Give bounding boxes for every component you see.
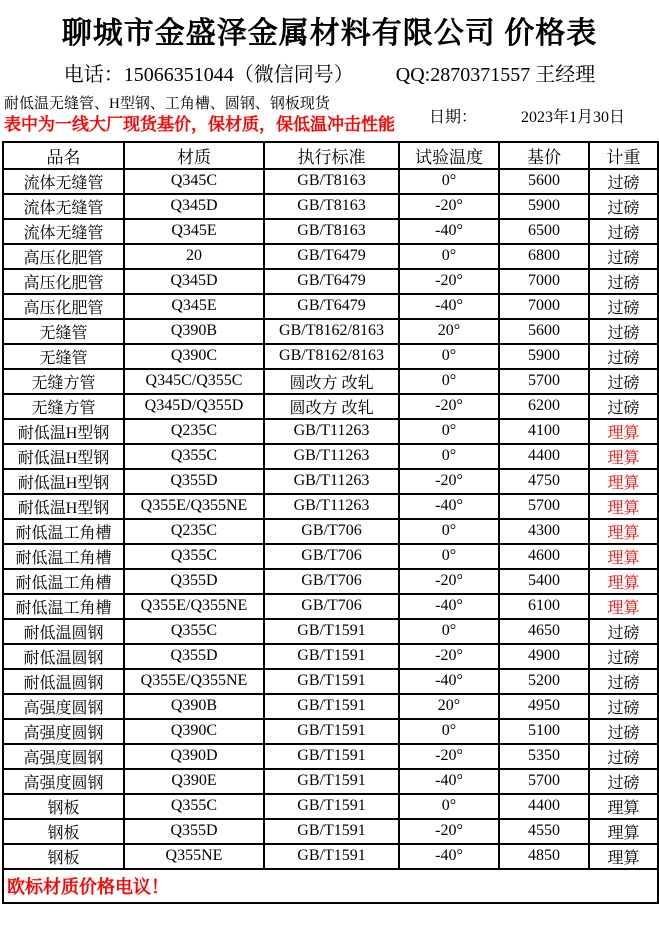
cell-test-temperature: 0° [399, 244, 499, 269]
cell-test-temperature: -20° [399, 394, 499, 419]
cell-material: Q390D [124, 744, 264, 769]
cell-base-price: 6200 [499, 394, 589, 419]
cell-weighing: 过磅 [589, 644, 658, 669]
cell-product-name: 钢板 [3, 819, 124, 844]
cell-standard: GB/T6479 [264, 244, 399, 269]
cell-product-name: 耐低温工角槽 [3, 544, 124, 569]
col-header-product-name: 品名 [3, 142, 124, 169]
cell-material: Q390B [124, 319, 264, 344]
table-row [3, 244, 658, 269]
cell-standard: GB/T1591 [264, 694, 399, 719]
cell-material: Q355D [124, 569, 264, 594]
date-value: 2023年1月30日 [520, 108, 625, 126]
cell-standard: GB/T11263 [264, 494, 399, 519]
table-row [3, 594, 658, 619]
cell-weighing: 理算 [589, 794, 658, 819]
cell-product-name: 高强度圆钢 [3, 769, 124, 794]
cell-test-temperature: -20° [399, 469, 499, 494]
cell-test-temperature: 0° [399, 519, 499, 544]
table-row [3, 669, 658, 694]
cell-standard: GB/T706 [264, 519, 399, 544]
cell-weighing: 理算 [589, 844, 658, 869]
cell-material: Q355E/Q355NE [124, 494, 264, 519]
cell-standard: GB/T1591 [264, 819, 399, 844]
cell-standard: GB/T6479 [264, 269, 399, 294]
cell-material: Q345D [124, 269, 264, 294]
cell-product-name: 流体无缝管 [3, 219, 124, 244]
table-row [3, 219, 658, 244]
cell-product-name: 耐低温圆钢 [3, 619, 124, 644]
cell-weighing: 理算 [589, 444, 658, 469]
cell-base-price: 5200 [499, 669, 589, 694]
cell-weighing: 理算 [589, 544, 658, 569]
cell-product-name: 耐低温工角槽 [3, 519, 124, 544]
cell-standard: GB/T706 [264, 544, 399, 569]
cell-test-temperature: -20° [399, 269, 499, 294]
table-row [3, 794, 658, 819]
phone-number: 15066351044（微信同号） [123, 64, 354, 86]
cell-weighing: 理算 [589, 519, 658, 544]
table-row [3, 444, 658, 469]
qq-contact: QQ:2870371557 王经理 [395, 64, 596, 86]
table-row [3, 719, 658, 744]
cell-test-temperature: -40° [399, 844, 499, 869]
cell-base-price: 4300 [499, 519, 589, 544]
cell-material: Q355D [124, 644, 264, 669]
cell-standard: 圆改方 改轧 [264, 369, 399, 394]
cell-test-temperature: -40° [399, 669, 499, 694]
cell-product-name: 高压化肥管 [3, 294, 124, 319]
cell-material: Q355D [124, 469, 264, 494]
table-row [3, 644, 658, 669]
cell-test-temperature: -40° [399, 594, 499, 619]
cell-test-temperature: -40° [399, 769, 499, 794]
cell-base-price: 5600 [499, 319, 589, 344]
cell-product-name: 高压化肥管 [3, 244, 124, 269]
cell-base-price: 7000 [499, 269, 589, 294]
cell-base-price: 5900 [499, 344, 589, 369]
price-table [2, 141, 659, 904]
cell-test-temperature: -20° [399, 819, 499, 844]
cell-base-price: 4900 [499, 644, 589, 669]
cell-product-name: 高强度圆钢 [3, 719, 124, 744]
cell-standard: GB/T706 [264, 594, 399, 619]
table-row [3, 694, 658, 719]
cell-weighing: 过磅 [589, 269, 658, 294]
cell-weighing: 过磅 [589, 344, 658, 369]
cell-material: Q390B [124, 694, 264, 719]
table-row [3, 569, 658, 594]
table-row [3, 819, 658, 844]
cell-material: Q355C [124, 619, 264, 644]
cell-material: Q345E [124, 294, 264, 319]
cell-product-name: 耐低温工角槽 [3, 594, 124, 619]
cell-standard: GB/T1591 [264, 744, 399, 769]
cell-base-price: 4400 [499, 444, 589, 469]
table-row [3, 294, 658, 319]
cell-weighing: 理算 [589, 594, 658, 619]
cell-weighing: 过磅 [589, 744, 658, 769]
cell-material: Q345C [124, 169, 264, 194]
cell-base-price: 6800 [499, 244, 589, 269]
cell-standard: GB/T11263 [264, 469, 399, 494]
cell-weighing: 过磅 [589, 394, 658, 419]
cell-material: Q390C [124, 344, 264, 369]
cell-test-temperature: -20° [399, 569, 499, 594]
cell-standard: GB/T8162/8163 [264, 319, 399, 344]
table-row [3, 194, 658, 219]
cell-base-price: 5700 [499, 494, 589, 519]
cell-standard: GB/T8162/8163 [264, 344, 399, 369]
cell-test-temperature: 0° [399, 344, 499, 369]
product-line: 耐低温无缝管、H型钢、工角槽、圆钢、钢板现货 [4, 96, 330, 112]
cell-standard: GB/T1591 [264, 669, 399, 694]
cell-test-temperature: 0° [399, 369, 499, 394]
cell-base-price: 5900 [499, 194, 589, 219]
table-row [3, 844, 658, 869]
table-row [3, 544, 658, 569]
cell-test-temperature: -40° [399, 219, 499, 244]
cell-test-temperature: 0° [399, 169, 499, 194]
cell-standard: GB/T706 [264, 569, 399, 594]
cell-product-name: 耐低温H型钢 [3, 444, 124, 469]
cell-material: Q355E/Q355NE [124, 669, 264, 694]
cell-product-name: 无缝管 [3, 344, 124, 369]
table-row [3, 269, 658, 294]
table-row [3, 769, 658, 794]
footer-note: 欧标材质价格电议！ [3, 869, 658, 903]
cell-material: Q355E/Q355NE [124, 594, 264, 619]
cell-product-name: 无缝方管 [3, 394, 124, 419]
cell-standard: GB/T1591 [264, 719, 399, 744]
date-label: 日期： [428, 108, 477, 126]
cell-base-price: 4550 [499, 819, 589, 844]
cell-test-temperature: -20° [399, 194, 499, 219]
notice-red-line: 表中为一线大厂现货基价，保材质，保低温冲击性能 [4, 114, 395, 134]
cell-product-name: 耐低温H型钢 [3, 494, 124, 519]
cell-standard: GB/T1591 [264, 769, 399, 794]
cell-base-price: 5600 [499, 169, 589, 194]
cell-standard: GB/T11263 [264, 444, 399, 469]
cell-test-temperature: 0° [399, 719, 499, 744]
cell-test-temperature: 20° [399, 319, 499, 344]
cell-product-name: 流体无缝管 [3, 194, 124, 219]
cell-material: Q345E [124, 219, 264, 244]
cell-weighing: 过磅 [589, 219, 658, 244]
cell-product-name: 高压化肥管 [3, 269, 124, 294]
cell-material: Q345D/Q355D [124, 394, 264, 419]
cell-standard: GB/T11263 [264, 419, 399, 444]
cell-material: Q345D [124, 194, 264, 219]
cell-weighing: 理算 [589, 419, 658, 444]
col-header-weighing: 计重 [589, 142, 658, 169]
cell-material: 20 [124, 244, 264, 269]
cell-weighing: 过磅 [589, 694, 658, 719]
cell-weighing: 理算 [589, 494, 658, 519]
col-header-base-price: 基价 [499, 142, 589, 169]
cell-weighing: 过磅 [589, 769, 658, 794]
cell-standard: GB/T1591 [264, 644, 399, 669]
table-row [3, 519, 658, 544]
cell-weighing: 过磅 [589, 719, 658, 744]
cell-product-name: 无缝方管 [3, 369, 124, 394]
cell-weighing: 过磅 [589, 619, 658, 644]
cell-base-price: 4100 [499, 419, 589, 444]
cell-base-price: 5700 [499, 369, 589, 394]
cell-product-name: 耐低温H型钢 [3, 469, 124, 494]
cell-product-name: 流体无缝管 [3, 169, 124, 194]
cell-base-price: 7000 [499, 294, 589, 319]
cell-base-price: 4750 [499, 469, 589, 494]
cell-weighing: 理算 [589, 819, 658, 844]
cell-base-price: 5700 [499, 769, 589, 794]
table-row [3, 419, 658, 444]
cell-base-price: 5100 [499, 719, 589, 744]
cell-weighing: 过磅 [589, 319, 658, 344]
cell-weighing: 过磅 [589, 169, 658, 194]
col-header-material: 材质 [124, 142, 264, 169]
phone-contact [64, 58, 354, 87]
cell-material: Q390E [124, 769, 264, 794]
cell-standard: GB/T8163 [264, 219, 399, 244]
cell-base-price: 5350 [499, 744, 589, 769]
cell-test-temperature: -40° [399, 494, 499, 519]
table-row [3, 169, 658, 194]
cell-product-name: 耐低温圆钢 [3, 644, 124, 669]
cell-test-temperature: 0° [399, 444, 499, 469]
table-row [3, 319, 658, 344]
table-row [3, 619, 658, 644]
price-sheet-page [0, 8, 659, 950]
cell-weighing: 过磅 [589, 669, 658, 694]
cell-base-price: 4950 [499, 694, 589, 719]
cell-base-price: 5400 [499, 569, 589, 594]
cell-test-temperature: 0° [399, 619, 499, 644]
cell-test-temperature: 20° [399, 694, 499, 719]
cell-material: Q235C [124, 419, 264, 444]
cell-weighing: 理算 [589, 469, 658, 494]
cell-test-temperature: 0° [399, 794, 499, 819]
table-row [3, 369, 658, 394]
cell-base-price: 4600 [499, 544, 589, 569]
cell-weighing: 过磅 [589, 294, 658, 319]
cell-product-name: 无缝管 [3, 319, 124, 344]
cell-base-price: 6100 [499, 594, 589, 619]
cell-test-temperature: 0° [399, 419, 499, 444]
cell-product-name: 钢板 [3, 794, 124, 819]
cell-test-temperature: 0° [399, 544, 499, 569]
cell-base-price: 4650 [499, 619, 589, 644]
cell-material: Q345C/Q355C [124, 369, 264, 394]
table-header-row [3, 142, 658, 169]
table-row [3, 344, 658, 369]
table-row [3, 469, 658, 494]
cell-material: Q355C [124, 544, 264, 569]
info-row [0, 95, 659, 136]
cell-standard: GB/T1591 [264, 844, 399, 869]
cell-test-temperature: -20° [399, 744, 499, 769]
cell-product-name: 耐低温工角槽 [3, 569, 124, 594]
cell-material: Q355NE [124, 844, 264, 869]
cell-weighing: 过磅 [589, 244, 658, 269]
cell-standard: GB/T1591 [264, 619, 399, 644]
cell-standard: 圆改方 改轧 [264, 394, 399, 419]
cell-weighing: 理算 [589, 569, 658, 594]
cell-product-name: 高强度圆钢 [3, 694, 124, 719]
cell-standard: GB/T8163 [264, 169, 399, 194]
table-footer-row [3, 869, 658, 903]
table-row [3, 494, 658, 519]
cell-weighing: 过磅 [589, 194, 658, 219]
cell-standard: GB/T1591 [264, 794, 399, 819]
cell-base-price: 6500 [499, 219, 589, 244]
info-left [4, 95, 429, 136]
cell-base-price: 4850 [499, 844, 589, 869]
cell-material: Q355C [124, 444, 264, 469]
cell-product-name: 耐低温圆钢 [3, 669, 124, 694]
cell-product-name: 钢板 [3, 844, 124, 869]
phone-label: 电话： [63, 64, 124, 86]
contact-line [0, 58, 659, 87]
col-header-test-temperature: 试验温度 [399, 142, 499, 169]
cell-material: Q355C [124, 794, 264, 819]
table-row [3, 744, 658, 769]
cell-test-temperature: -40° [399, 294, 499, 319]
col-header-standard: 执行标准 [264, 142, 399, 169]
cell-standard: GB/T8163 [264, 194, 399, 219]
page-title: 聊城市金盛泽金属材料有限公司 价格表 [61, 17, 598, 50]
cell-weighing: 过磅 [589, 369, 658, 394]
date-block [429, 104, 655, 127]
cell-product-name: 高强度圆钢 [3, 744, 124, 769]
cell-product-name: 耐低温H型钢 [3, 419, 124, 444]
cell-standard: GB/T6479 [264, 294, 399, 319]
cell-test-temperature: -20° [399, 644, 499, 669]
cell-material: Q390C [124, 719, 264, 744]
cell-material: Q355D [124, 819, 264, 844]
cell-base-price: 4400 [499, 794, 589, 819]
cell-material: Q235C [124, 519, 264, 544]
table-row [3, 394, 658, 419]
